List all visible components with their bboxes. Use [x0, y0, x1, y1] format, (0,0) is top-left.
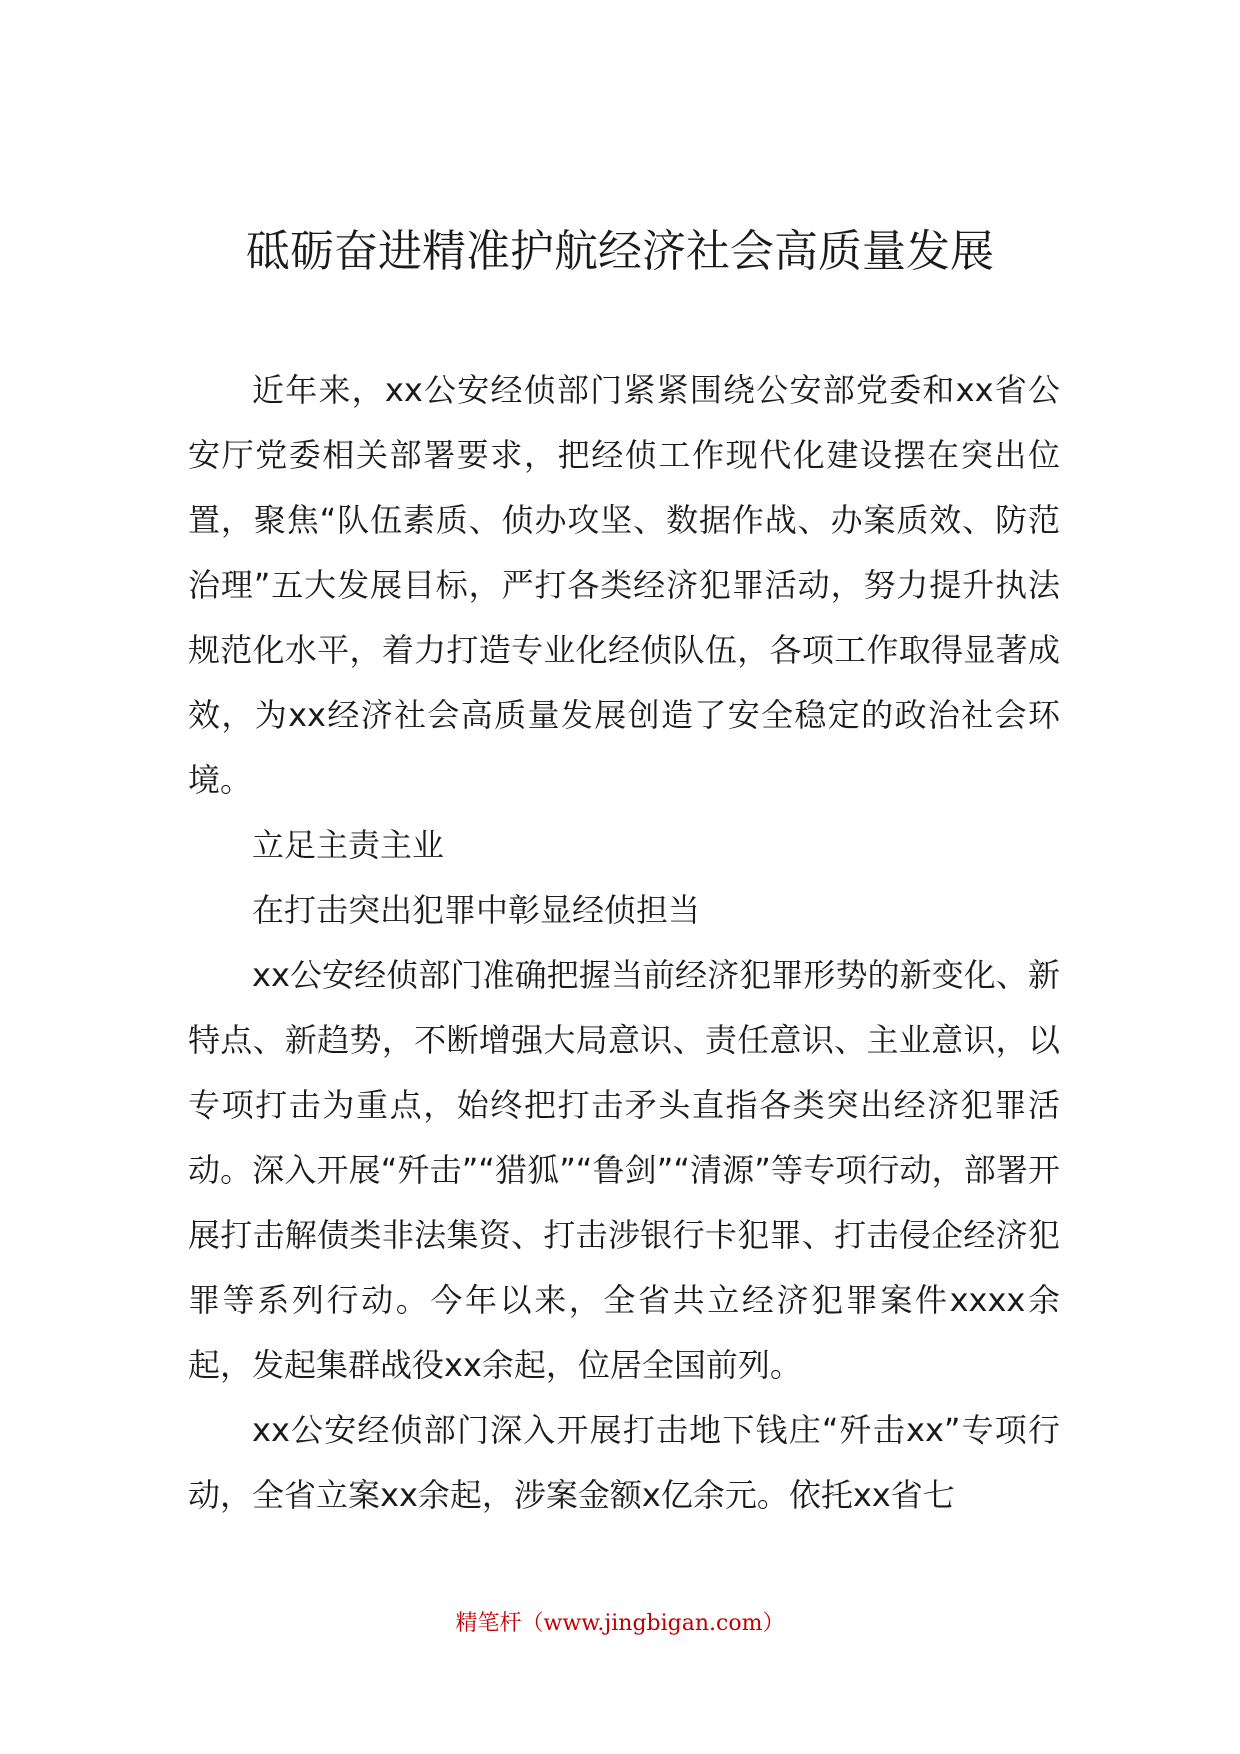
paragraph-intro: 近年来，xx公安经侦部门紧紧围绕公安部党委和xx省公安厅党委相关部署要求，把经侦工作现代化建设摆在突出位置，聚焦“队伍素质、侦办攻坚、数据作战、办案质效、防范治理”五大发展目标，严打各类经济犯罪活动，努力提升执法规范化水平，着力打造专业化经侦队伍，各项工作取得显著成效，为xx经济社会高质量发展创造了安全稳定的政治社会环境。 [188, 371, 1060, 799]
section-subheading: 在打击突出犯罪中彰显经侦担当 [252, 891, 701, 929]
document-body [188, 358, 1060, 1528]
document-title: 砥砺奋进精准护航经济社会高质量发展 [246, 226, 994, 277]
section-heading: 立足主责主业 [252, 826, 445, 864]
paragraph-crime-crackdown: xx公安经侦部门准确把握当前经济犯罪形势的新变化、新特点、新趋势，不断增强大局意识、责任意识、主业意识，以专项打击为重点，始终把打击矛头直指各类突出经济犯罪活动。深入开展“歼击”“猎狐”“鲁剑”“清源”等专项行动，部署开展打击解债类非法集资、打击涉银行卡犯罪、打击侵企经济犯罪等系列行动。今年以来，全省共立经济犯罪案件xxxx余起，发起集群战役xx余起，位居全国前列。 [188, 956, 1060, 1384]
paragraph-underground-bank: xx公安经侦部门深入开展打击地下钱庄“歼击xx”专项行动，全省立案xx余起，涉案金额x亿余元。依托xx省七 [188, 1411, 1060, 1514]
footer-watermark: 精笔杆（www.jingbigan.com） [455, 1611, 785, 1636]
